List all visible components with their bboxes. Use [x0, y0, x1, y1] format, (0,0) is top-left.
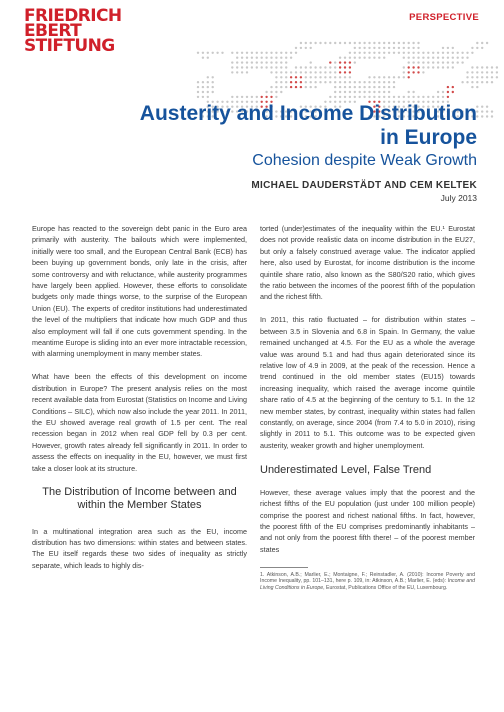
logo-line-2: EBERT: [24, 21, 82, 41]
title-line-2: in Europe: [380, 126, 477, 149]
document-title: [117, 102, 477, 150]
publication-date: July 2013: [440, 193, 477, 203]
paragraph: torted (under)estimates of the inequality within the EU.¹ Eurostat does not provide realistic data on income distribution in the EU27, but only a falsely construed average value. The indicator applied here, also used by Eurostat, for income distribution is the income quintile share ratio, also known as the S80/S20 ratio, which gives the ratio between the incomes of the poorest fifth of the population and the richest fifth.: [260, 224, 475, 302]
document-subtitle: Cohesion despite Weak Growth: [252, 152, 477, 169]
left-column: [32, 223, 247, 583]
paragraph: Europe has reacted to the sovereign debt panic in the Euro area primarily with austerity. The bailouts which were implemented, initially were too small, and the European Central Bank (ECB) has been buying up government bonds, only late in the crisis, after some controversy and with reluctance, while austerity programmes have largely been applied. However, these efforts to consolidate budgets only made things worse, to the surprise of the European Union (EU). The experts of creditor institutions had underestimated the level of the multipliers that indicate how much GDP and thus also employment will fall if one cuts government spending. In the meantime Europe is sliding into an ever more intractable recession, with alarming unemployment in many member states.: [32, 224, 247, 359]
right-column: [260, 223, 475, 604]
section-heading: The Distribution of Income between and within the Member States: [42, 485, 237, 511]
authors: MICHAEL DAUDERSTÄDT AND CEM KELTEK: [251, 180, 477, 191]
footnote-divider: [260, 567, 308, 568]
paragraph: In a multinational integration area such as the EU, income distribution has two dimensions: within states and between states. The EU itself regards these two sides of inequality as strictly separate, which leads to highly dis-: [32, 526, 247, 570]
section-heading: Underestimated Level, False Trend: [260, 463, 432, 476]
logo-line-1: FRIEDRICH: [24, 6, 122, 26]
paragraph: In 2011, this ratio fluctuated – for distribution within states – between 3.5 in Slovenia and 6.8 in Spain. In Germany, the value remained unchanged at 4.5. For the EU as a whole the average value was around 5.1 and had thus again deteriorated since its relative low of 4.9 in 2009, at the peak of the recession. Hence a trend continued in the old member states (EU15) towards increasing inequality, which raised the average income quintile share ratio of 4.5 at the beginning of the century to 5.1. In the 12 new member states, by contrast, inequality within states had fallen constantly, on average, since 2004 (from 7.4 to 5.0 in 2010), rising slightly in 2011 to 5.1. This outcome was to be expected given austerity, weaker growth and higher unemployment.: [260, 315, 475, 450]
footnote: 1. Atkinson, A.B.; Marlier, E.; Montaigne, F.; Reinstadler, A. (2010): Income Poverty and Income Inequality, pp. 101–131, here p. 109, in: Atkinson, A.B.; Marlier, E. (eds): Income and Living Conditions in Europe, Eurostat, Publications Office of the EU, Luxembourg.: [260, 571, 475, 592]
fes-logo: [24, 6, 142, 56]
logo-line-3: STIFTUNG: [24, 36, 115, 56]
section-tag: PERSPECTIVE: [409, 12, 479, 23]
paragraph: What have been the effects of this development on income distribution in Europe? The present analysis relies on the most recent available data from Eurostat (Statistics on Income and Living Conditions – SILC), which now also include the year 2011. In 2011, the EU showed average real growth of 1.5 per cent. The real recession began in 2012 when real GDP fell by 0.3 per cent. However, growth rates already fell significantly in 2011. In order to assess the effects on inequality in the EU, however, we must first take a closer look at its structure.: [32, 372, 247, 473]
title-line-1: Austerity and Income Distribution: [139, 102, 477, 125]
paragraph: However, these average values imply that the poorest and the richest fifths of the EU population (just under 100 million people) comprise the poorest and richest national fifths. In fact, however, the poorest fifth of the EU comprises predominantly inhabitants – and not only from the poorest fifth there! – of the poorest member states: [260, 487, 475, 554]
